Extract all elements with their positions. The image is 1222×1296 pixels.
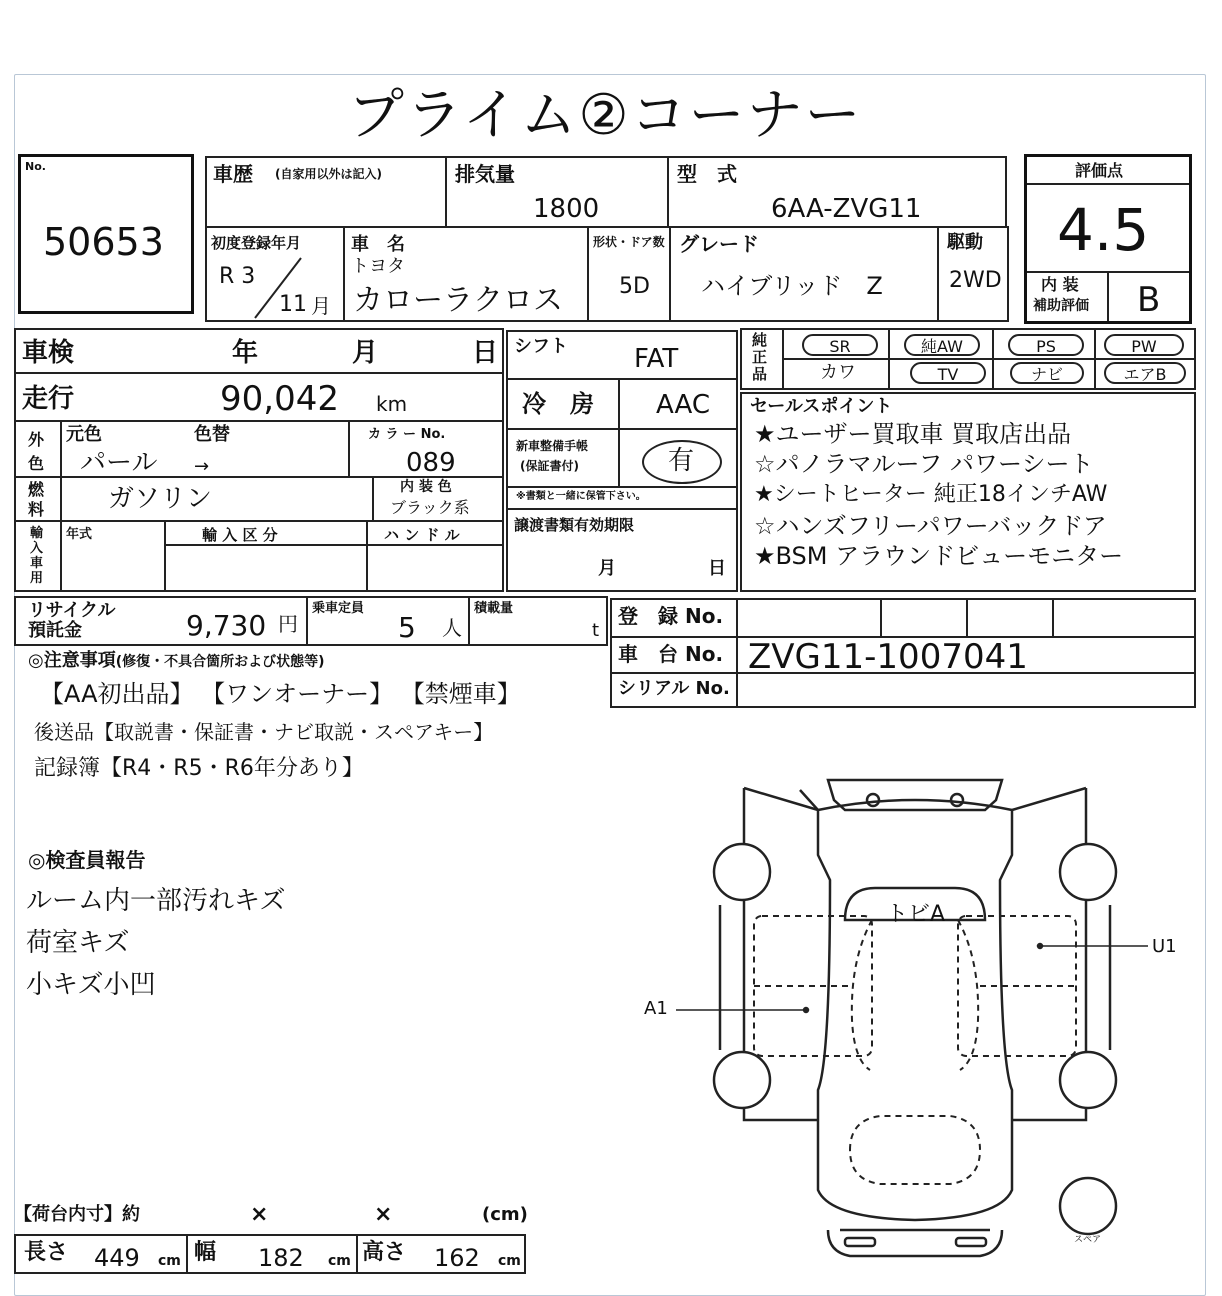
chassis-label: 車 台 No.: [618, 642, 724, 666]
model-code-label: 型 式: [677, 162, 737, 186]
cargo-height-unit: cm: [498, 1253, 521, 1269]
transfer-cell: [506, 508, 738, 592]
car-name-label: 車 名: [351, 234, 405, 255]
car-name: カローラクロス: [353, 283, 563, 318]
mileage-value: 90,042: [220, 379, 339, 419]
history-note: (自家用以外は記入): [275, 167, 382, 181]
car-name-cell: [343, 226, 589, 322]
exterior-color-side-label: 外色: [28, 430, 45, 473]
sales-point-line: ★ユーザー買取車 買取店出品: [754, 420, 1072, 448]
first-registration-cell: [205, 226, 345, 322]
capacity-value: 5: [398, 611, 416, 644]
cargo-length: 449: [94, 1244, 140, 1272]
fuel-value: ガソリン: [108, 484, 213, 514]
cargo-width: 182: [258, 1244, 304, 1272]
grade-label: グレード: [679, 232, 759, 256]
drive-value: 2WD: [949, 268, 1002, 293]
recycle-label-2: 預託金: [28, 620, 82, 641]
notes-line: 後送品【取説書・保証書・ナビ取説・スペアキー】: [34, 720, 494, 744]
doors-label: 形状・ドア数: [593, 235, 665, 249]
equipment-cell: [740, 328, 1196, 390]
original-color: パール: [80, 448, 158, 478]
color-arrow: →: [194, 456, 210, 477]
displacement-label: 排気量: [455, 162, 515, 186]
notes-line: 記録簿【R4・R5・R6年分あり】: [34, 756, 364, 781]
fuel-side-label: 燃料: [28, 480, 45, 519]
warranty-cell: [506, 428, 738, 510]
displacement-cell: [445, 156, 669, 228]
cargo-label: 【荷台内寸】約: [14, 1204, 140, 1225]
doors-cell: [587, 226, 671, 322]
import-class-label: 輸 入 区 分: [202, 526, 278, 544]
spare-label: スペア: [1074, 1235, 1102, 1245]
interior-score-value: B: [1137, 280, 1161, 320]
cargo-length-label: 長さ: [24, 1240, 69, 1265]
cargo-height-label: 高さ: [362, 1240, 407, 1265]
inspection-label: 車検: [22, 338, 75, 368]
interior-score-label-2: 補助評価: [1033, 298, 1089, 314]
warranty-label-1: 新車整備手帳: [516, 439, 589, 453]
sales-points-label: セールスポイント: [750, 396, 893, 417]
notes-line: 【AA初出品】 【ワンオーナー】 【禁煙車】: [40, 680, 521, 708]
sales-point-line: ☆パノラマルーフ パワーシート: [754, 450, 1094, 478]
recycle-label-1: リサイクル: [28, 600, 116, 621]
right-damage-mark: U1: [1152, 936, 1177, 957]
cargo-length-unit: cm: [158, 1253, 181, 1269]
inspection-year: 年: [232, 338, 259, 368]
cargo-width-unit: cm: [328, 1253, 351, 1269]
equipment-label: 純正品: [752, 331, 768, 383]
score-label: 評価点: [1075, 161, 1124, 180]
registration-block: [610, 598, 1196, 708]
lot-number-label: No.: [25, 160, 46, 173]
shift-cell: [506, 330, 738, 380]
shift-label: シフト: [514, 336, 568, 357]
transfer-month: 月: [598, 558, 616, 579]
interior-color-label: 内 装 色: [400, 479, 452, 495]
car-diagram: [640, 760, 1200, 1260]
doors-value: 5D: [619, 274, 650, 299]
grade-value: ハイブリッド Z: [701, 272, 883, 300]
recycle-value: 9,730: [186, 609, 267, 642]
ac-value: AAC: [656, 390, 710, 420]
equipment-navi: ナビ: [1010, 362, 1084, 384]
equipment-leather: カワ: [820, 362, 856, 383]
left-damage-mark: A1: [644, 998, 668, 1019]
roof-damage-label: トビA: [886, 902, 946, 927]
grade-cell: [669, 226, 939, 322]
inspection-month: 月: [352, 338, 379, 368]
warranty-label-2: (保証書付): [520, 459, 579, 473]
inspector-line: ルーム内一部汚れキズ: [26, 886, 286, 916]
equipment-sr: SR: [802, 334, 878, 356]
sales-point-line: ☆ハンズフリーパワーバックドア: [754, 512, 1107, 540]
color-code: 089: [406, 448, 456, 478]
equipment-airbag: エアB: [1104, 362, 1186, 384]
car-maker: トヨタ: [351, 256, 405, 277]
capacity-unit: 人: [442, 616, 462, 640]
cargo-times-2: ×: [374, 1202, 393, 1227]
notes-label: ◎注意事項(修復・不具合箇所および状態等): [28, 650, 325, 671]
cargo-height: 162: [434, 1244, 480, 1272]
history-cell: [205, 156, 447, 228]
interior-score-label-1: 内 装: [1041, 275, 1079, 294]
ac-cell: [506, 378, 738, 430]
score-box: [1024, 154, 1192, 324]
shift-value: FAT: [634, 344, 679, 374]
displacement-value: 1800: [533, 194, 600, 224]
registration-label: 登 録 No.: [618, 604, 724, 628]
chassis-number: ZVG11-1007041: [748, 637, 1028, 677]
inspection-block: [14, 328, 504, 592]
first-registration-era-year: R 3: [219, 264, 256, 289]
first-registration-month: 11: [279, 292, 307, 317]
score-value: 4.5: [1057, 196, 1150, 264]
warranty-value: 有: [668, 446, 695, 476]
sales-point-line: ★BSM アラウンドビューモニター: [754, 542, 1124, 570]
handle-label: ハ ン ド ル: [384, 526, 460, 544]
equipment-pw: PW: [1104, 334, 1184, 356]
sales-point-line: ★シートヒーター 純正18インチAW: [754, 482, 1108, 507]
serial-label: シリアル No.: [618, 678, 730, 699]
ac-label: 冷 房: [522, 390, 594, 418]
mileage-unit: km: [376, 392, 408, 416]
cargo-row: [14, 1234, 526, 1274]
original-color-label: 元色: [66, 424, 102, 445]
mileage-label: 走行: [22, 384, 75, 414]
equipment-ps: PS: [1008, 334, 1084, 356]
drive-cell: [937, 226, 1009, 322]
color-code-label: カ ラ ー No.: [368, 427, 446, 442]
import-side-label: 輸入車用: [30, 526, 44, 586]
page-title: プライム②コーナー: [348, 83, 863, 148]
history-label: 車歴: [213, 162, 253, 186]
transfer-label: 譲渡書類有効期限: [514, 516, 635, 534]
equipment-alloy-wheels: 純AW: [904, 334, 980, 356]
inspector-label: ◎検査員報告: [28, 848, 146, 872]
cargo-width-label: 幅: [194, 1240, 217, 1265]
lot-number-box: [18, 154, 194, 314]
load-label: 積載量: [474, 601, 514, 616]
recycle-row: [14, 596, 608, 646]
first-registration-label: 初度登録年月: [211, 234, 302, 252]
transfer-day: 日: [708, 558, 726, 579]
inspection-day: 日: [472, 338, 499, 368]
recycle-unit: 円: [278, 612, 298, 636]
cargo-times-1: ×: [250, 1202, 269, 1227]
inspector-line: 荷室キズ: [26, 928, 130, 958]
equipment-tv: TV: [910, 362, 986, 384]
lot-number: 50653: [43, 220, 164, 264]
cargo-unit-note: (cm): [482, 1204, 528, 1225]
model-code-cell: [667, 156, 1007, 228]
color-change-label: 色替: [194, 424, 230, 445]
first-registration-month-unit: 月: [311, 294, 331, 318]
load-unit: t: [592, 620, 600, 641]
import-year-label: 年式: [66, 527, 93, 542]
model-code-value: 6AA-ZVG11: [771, 194, 922, 224]
interior-color: ブラック系: [390, 498, 470, 517]
inspector-line: 小キズ小凹: [26, 970, 156, 1000]
warranty-note: ※書類と一緒に保管下さい。: [516, 491, 646, 502]
drive-label: 駆動: [947, 232, 983, 253]
capacity-label: 乗車定員: [312, 601, 365, 616]
sales-points-cell: [740, 392, 1196, 592]
